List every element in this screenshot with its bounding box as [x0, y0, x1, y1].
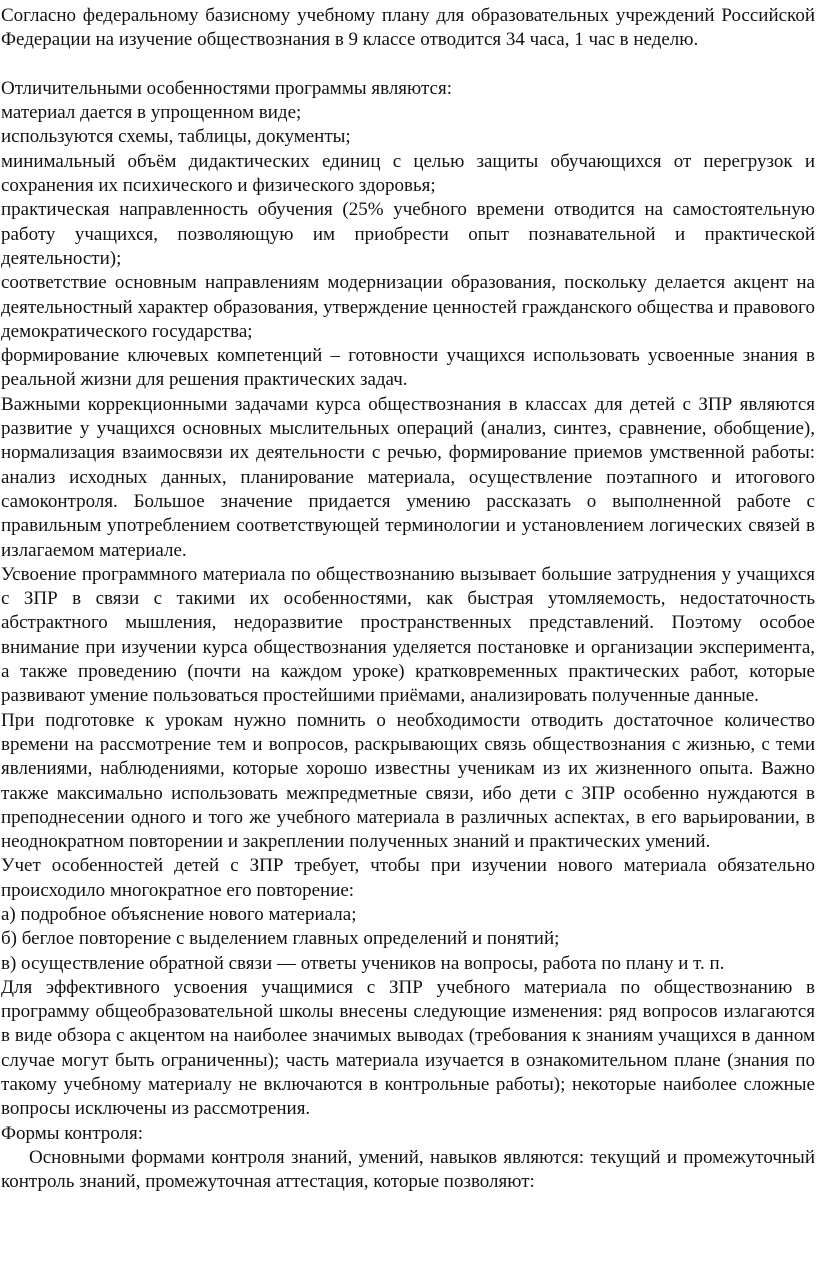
control-heading: Формы контроля: — [1, 1122, 143, 1144]
feature-item: практическая направленность обучения (25% учебного времени отводится на самостоятельную работу учащихся, позволяющую им приобрести опыт познавательной и практической деятельности); — [1, 199, 815, 269]
feature-item: формирование ключевых компетенций – готовности учащихся использовать усвоенные знания в реальной жизни для решения практических задач. — [1, 345, 815, 391]
feature-item: соответствие основным направлениям модернизации образования, поскольку делается акцент на деятельностный характер образования, утверждение ценностей гражданского общества и правового демократического государства; — [1, 272, 815, 342]
repetition-item: б) беглое повторение с выделением главных определений и понятий; — [1, 928, 560, 950]
feature-item: минимальный объём дидактических единиц с целью защиты обучающихся от перегрузок и сохранения их психического и физического здоровья; — [1, 150, 815, 197]
preparation-paragraph: При подготовке к урокам нужно помнить о необходимости отводить достаточное количество времени на рассмотрение тем и вопросов, раскрывающих связь обществознания с жизнью, с теми явлениями, наблюдениями, которые хорошо известны ученикам из их жизненного опыта. Важно также максимально использовать межпредметные связи, ибо дети с ЗПР особенно нуждаются в преподнесении одного и того же учебного материала в различных аспектах, в его варьировании, в неоднократном повторении и закреплении полученных знаний и практических умений. — [1, 709, 815, 853]
feature-item: используются схемы, таблицы, документы; — [1, 126, 351, 148]
repetition-item: в) осуществление обратной связи — ответы учеников на вопросы, работа по плану и т. п. — [1, 952, 725, 974]
intro-paragraph: Согласно федеральному базисному учебному плану для образовательных учреждений Российской Федерации на изучение обществознания в 9 классе отводится 34 часа, 1 час в неделю. — [1, 5, 815, 51]
feature-item: материал дается в упрощенном виде; — [1, 102, 302, 124]
blank-line — [1, 53, 815, 77]
difficulties-paragraph: Усвоение программного материала по обществознанию вызывает большие затруднения у учащихся с ЗПР в связи с такими их особенностями, как быстрая утомляемость, недостаточность абстрактного мышления, недоразвитие пространственных представлений. Поэтому особое внимание при изучении курса обществознания уделяется постановке и организации эксперимента, а также проведению (почти на каждом уроке) кратковременных практических работ, которые развивают умение пользоваться простейшими приёмами, анализировать полученные данные. — [1, 563, 815, 707]
features-heading: Отличительными особенностями программы являются: — [1, 77, 452, 99]
control-paragraph: Основными формами контроля знаний, умений, навыков являются: текущий и промежуточный контроль знаний, промежуточная аттестация, которые позволяют: — [1, 1146, 815, 1193]
changes-paragraph: Для эффективного усвоения учащимися с ЗПР учебного материала по обществознанию в программу общеобразовательной школы внесены следующие изменения: ряд вопросов излагаются в виде обзора с акцентом на наиболее значимых выводах (требования к знаниям учащихся в данном случае могут быть ограниченны); часть материала изучается в ознакомительном плане (знания по такому учебному материалу не включаются в контрольные работы); некоторые наиболее сложные вопросы исключены из рассмотрения. — [1, 976, 815, 1120]
correction-tasks-paragraph: Важными коррекционными задачами курса обществознания в классах для детей с ЗПР являются развитие у учащихся основных мыслительных операций (анализ, синтез, сравнение, обобщение), нормализация взаимосвязи их деятельности с речью, формирование приемов умственной работы: анализ исходных данных, планирование материала, осуществление поэтапного и итогового самоконтроля. Большое значение придается умению рассказать о выполненной работе с правильным употреблением соответствующей терминологии и установлением логических связей в излагаемом материале. — [1, 393, 815, 561]
repetition-item: а) подробное объяснение нового материала; — [1, 903, 357, 925]
repetition-heading: Учет особенностей детей с ЗПР требует, чтобы при изучении нового материала обязательно происходило многократное его повторение: — [1, 855, 815, 901]
